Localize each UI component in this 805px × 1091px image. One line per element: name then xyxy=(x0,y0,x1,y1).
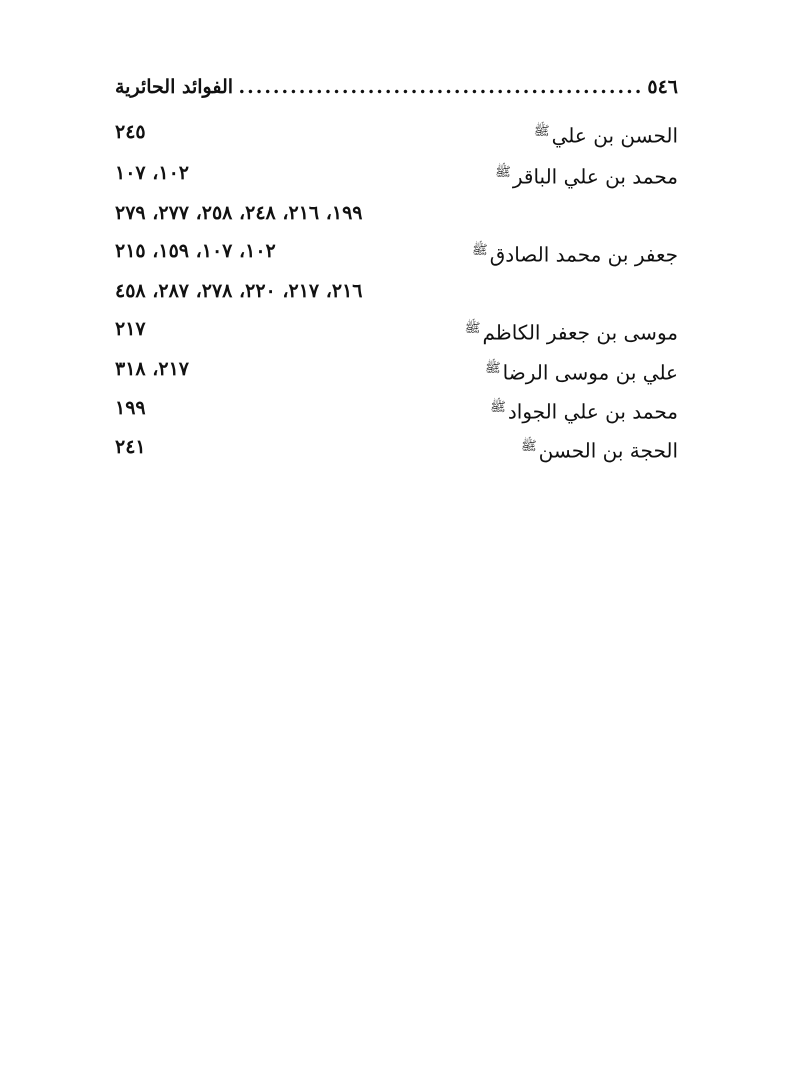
entry-name xyxy=(676,276,678,310)
entry-name xyxy=(676,198,678,232)
honorific-mark: ﷺ xyxy=(520,439,537,454)
index-entry xyxy=(115,354,678,384)
honorific-mark: ﷺ xyxy=(464,321,481,336)
index-entry xyxy=(115,117,678,147)
honorific-mark: ﷺ xyxy=(533,124,550,139)
entry-name: علي بن موسى الرضا$^ﷺ$ xyxy=(484,360,678,385)
honorific-mark: ﷺ xyxy=(490,400,506,415)
entry-pages: ١٠٢، ١٠٧، ١٥٩، ٢١٥ xyxy=(115,240,276,262)
entry-name: الحسن بن علي$^ﷺ$ xyxy=(533,123,678,148)
index-entry xyxy=(115,393,678,423)
entry-name: موسى بن جعفر الكاظم$^ﷺ$ xyxy=(464,320,678,345)
honorific-mark: ﷺ xyxy=(484,361,501,376)
entry-name: الحجة بن الحسن$^ﷺ$ xyxy=(520,438,678,463)
running-header xyxy=(115,72,678,102)
entry-pages: ١٩٩ xyxy=(115,397,146,419)
entry-pages: ٢٤٥ xyxy=(115,121,146,143)
index-entry xyxy=(115,314,678,344)
index-entry xyxy=(115,236,678,266)
leader-dots xyxy=(237,76,643,98)
entry-name: محمد بن علي الجواد$^ﷺ$ xyxy=(490,399,678,424)
index-entry xyxy=(115,158,678,188)
entry-name: جعفر بن محمد الصادق$^ﷺ$ xyxy=(472,242,678,267)
page-number: ٥٤٦ xyxy=(647,76,678,98)
book-title: الفوائد الحائرية xyxy=(115,76,234,98)
entry-pages: ٢١٧، ٣١٨ xyxy=(115,358,189,380)
entry-pages: ٢٤١ xyxy=(115,436,146,458)
entry-pages: ١٠٢، ١٠٧ xyxy=(115,162,189,184)
index-entry-continuation xyxy=(115,198,678,228)
honorific-mark: ﷺ xyxy=(495,165,511,180)
entry-pages: ٢١٦، ٢١٧، ٢٢٠، ٢٧٨، ٢٨٧، ٤٥٨ xyxy=(115,280,363,302)
honorific-mark: ﷺ xyxy=(472,243,488,258)
entry-name: محمد بن علي الباقر$^ﷺ$ xyxy=(495,164,678,189)
entry-pages: ١٩٩، ٢١٦، ٢٤٨، ٢٥٨، ٢٧٧، ٢٧٩ xyxy=(115,202,363,224)
index-entry xyxy=(115,432,678,462)
index-entry-continuation xyxy=(115,276,678,306)
entry-pages: ٢١٧ xyxy=(115,318,146,340)
